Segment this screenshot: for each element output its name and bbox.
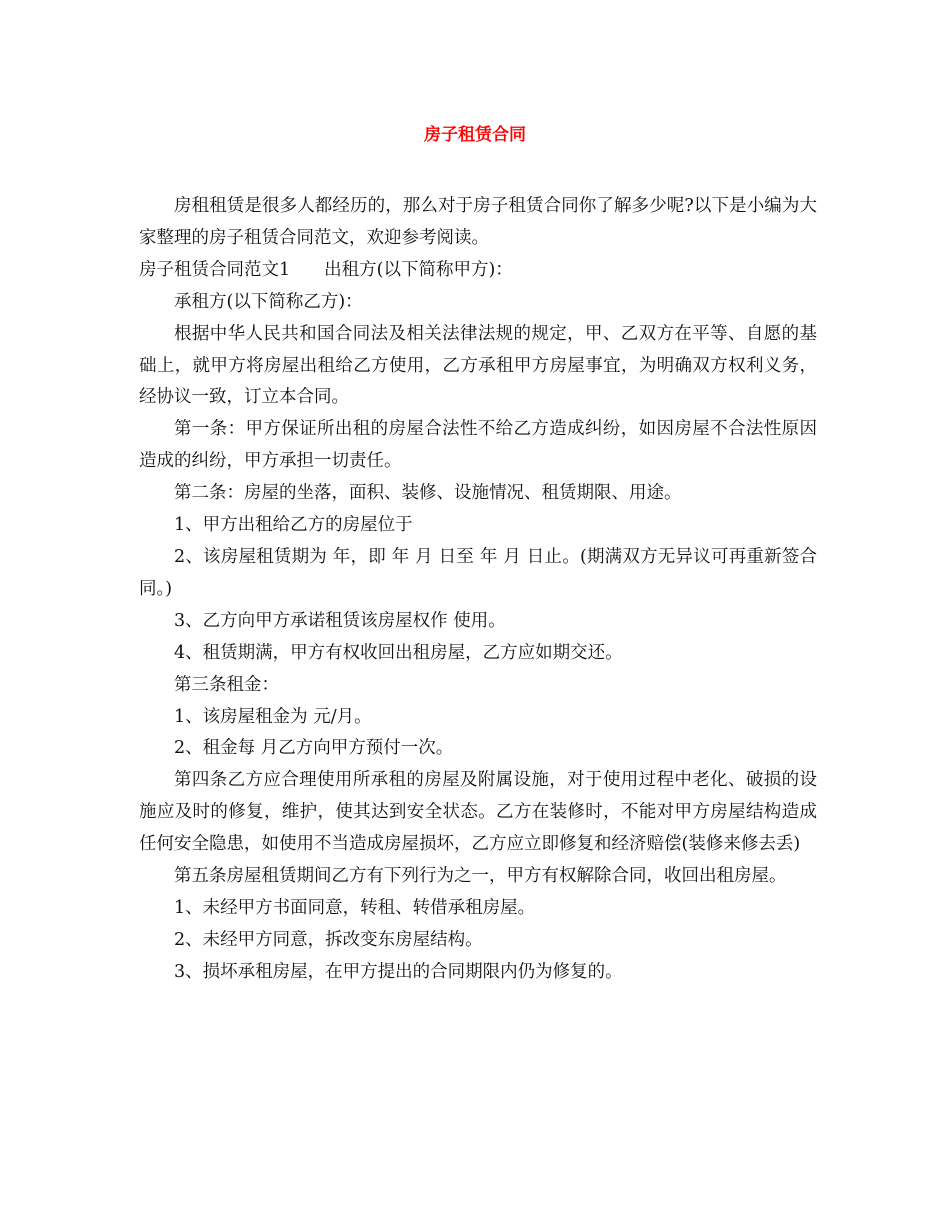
- article-3-item-1: 1、该房屋租金为 元/月。: [174, 706, 372, 727]
- article-2-item-2: 2、该房屋租赁期为 年，即 年 月 日至 年 月 日止。(期满双方无异议可再重新签合同。): [139, 546, 817, 599]
- article-5-item-2: 2、未经甲方同意，拆改变东房屋结构。: [174, 929, 483, 950]
- article-1: 第一条：甲方保证所出租的房屋合法性不给乙方造成纠纷，如因房屋不合法性原因造成的纠纷，甲方承担一切责任。: [139, 419, 817, 472]
- article-2-item-1: 1、甲方出租给乙方的房屋位于: [174, 515, 413, 536]
- article-5: 第五条房屋租赁期间乙方有下列行为之一，甲方有权解除合同，收回出租房屋。: [174, 866, 787, 887]
- section-heading-line: [139, 255, 817, 287]
- intro-paragraph: 房租租赁是很多人都经历的，那么对于房子租赁合同你了解多少呢?以下是小编为大家整理的房子租赁合同范文，欢迎参考阅读。: [139, 196, 817, 248]
- document-body: [139, 191, 817, 989]
- article-2-item-3: 3、乙方向甲方承诺租赁该房屋权作 使用。: [174, 610, 506, 631]
- article-3-item-2: 2、租金每 月乙方向甲方预付一次。: [174, 738, 454, 759]
- article-5-item-3: 3、损坏承租房屋，在甲方提出的合同期限内仍为修复的。: [174, 961, 623, 982]
- article-2-item-4: 4、租赁期满，甲方有权收回出租房屋，乙方应如期交还。: [174, 642, 623, 663]
- article-3: 第三条租金：: [174, 674, 279, 695]
- article-2: 第二条：房屋的坐落，面积、装修、设施情况、租赁期限、用途。: [174, 483, 682, 504]
- lessee-line: 承租方(以下简称乙方)：: [174, 291, 363, 312]
- document-title: 房子租赁合同: [424, 125, 526, 145]
- article-5-item-1: 1、未经甲方书面同意，转租、转借承租房屋。: [174, 897, 536, 918]
- section-heading: 房子租赁合同范文1: [139, 259, 291, 280]
- preamble-paragraph: 根据中华人民共和国合同法及相关法律法规的规定，甲、乙双方在平等、自愿的基础上，就甲方将房屋出租给乙方使用，乙方承租甲方房屋事宜，为明确双方权利义务，经协议一致，订立本合同。: [139, 323, 817, 408]
- article-4: 第四条乙方应合理使用所承租的房屋及附属设施，对于使用过程中老化、破损的设施应及时的修复，维护，使其达到安全状态。乙方在装修时，不能对甲方房屋结构造成任何安全隐患，如使用不当造成房屋损坏，乙方应立即修复和经济赔偿(装修来修去丢): [139, 770, 817, 855]
- lessor-line: 出租方(以下简称甲方)：: [324, 259, 513, 280]
